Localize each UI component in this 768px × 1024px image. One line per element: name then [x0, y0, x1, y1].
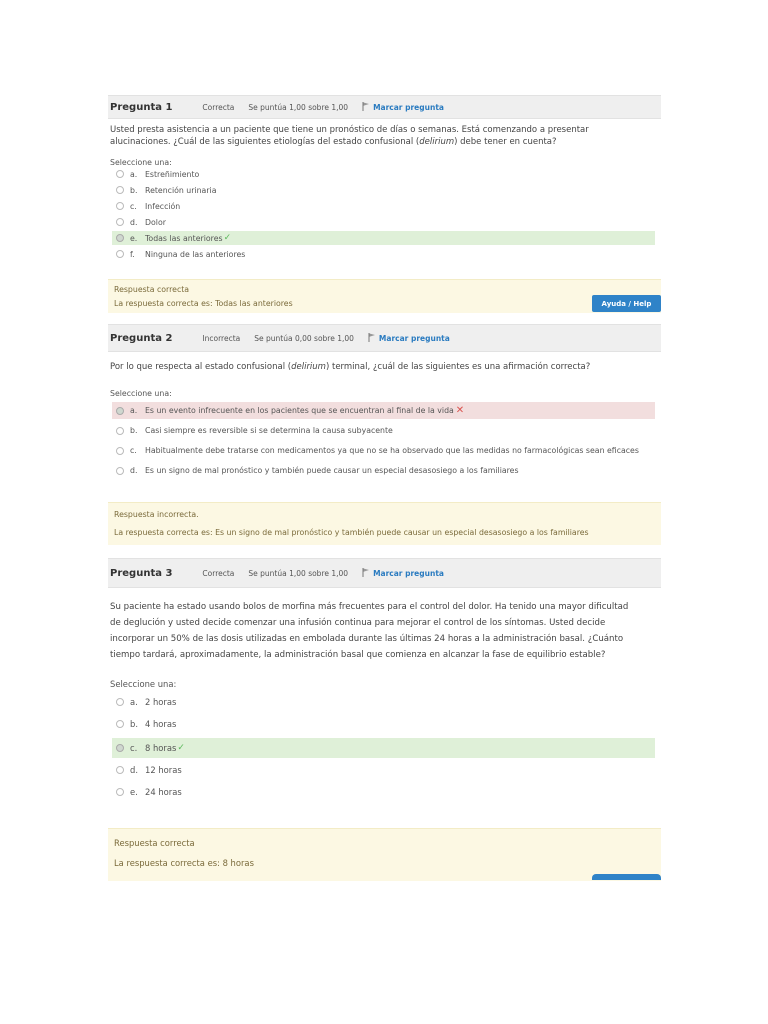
- option-label: Retención urinaria: [145, 185, 217, 195]
- radio-button[interactable]: [116, 186, 124, 194]
- text-emphasis: delirium: [291, 362, 326, 372]
- check-icon: ✓: [223, 233, 232, 243]
- question-grade: Se puntúa 1,00 sobre 1,00: [248, 102, 349, 112]
- question-2-text: [110, 361, 660, 373]
- question-3-header: [108, 558, 661, 588]
- option-letter: d.: [130, 217, 138, 227]
- radio-button[interactable]: [116, 218, 124, 226]
- flag-label: Marcar pregunta: [378, 333, 450, 343]
- feedback-answer: La respuesta correcta es: Todas las anteriores: [114, 299, 293, 308]
- help-button-partial[interactable]: [592, 874, 661, 880]
- question-2-header: [108, 324, 661, 352]
- question-text-line: [110, 136, 660, 148]
- feedback-answer: La respuesta correcta es: 8 horas: [114, 858, 254, 868]
- answer-option-c[interactable]: [112, 738, 655, 758]
- answer-option-d[interactable]: [112, 761, 655, 779]
- radio-button[interactable]: [116, 407, 124, 415]
- feedback-answer: La respuesta correcta es: Es un signo de mal pronóstico y también puede causar un especial desasosiego a los familiares: [114, 528, 589, 537]
- question-2-feedback: [108, 502, 661, 545]
- question-3-feedback: [108, 828, 661, 881]
- option-label: Todas las anteriores: [145, 233, 223, 243]
- radio-button[interactable]: [116, 766, 124, 774]
- question-state: Correcta: [202, 102, 235, 112]
- question-grade: Se puntúa 1,00 sobre 1,00: [248, 568, 349, 578]
- option-label: Infección: [145, 201, 181, 211]
- radio-button[interactable]: [116, 170, 124, 178]
- feedback-title: Respuesta correcta: [114, 285, 190, 294]
- option-letter: a.: [130, 406, 138, 415]
- text-segment: alucinaciones. ¿Cuál de las siguientes etiologías del estado confusional (: [110, 137, 420, 147]
- radio-button[interactable]: [116, 720, 124, 728]
- option-label: Dolor: [145, 217, 166, 227]
- radio-button[interactable]: [116, 467, 124, 475]
- question-text-line: incorporar un 50% de las dosis utilizadas en embolada durante las últimas 24 horas a la administración basal. ¿Cuánto: [110, 634, 624, 644]
- flag-question-button[interactable]: [362, 102, 444, 113]
- answer-option-e[interactable]: [112, 231, 655, 245]
- answer-option-d[interactable]: [112, 462, 655, 479]
- question-3-text: [110, 599, 660, 663]
- question-title: Pregunta 2: [110, 332, 173, 344]
- answer-option-e[interactable]: [112, 783, 655, 801]
- text-segment: ) debe tener en cuenta?: [454, 137, 557, 147]
- answer-option-c[interactable]: [112, 442, 655, 459]
- question-1-feedback: [108, 279, 661, 313]
- flag-label: Marcar pregunta: [373, 102, 444, 112]
- answer-option-b[interactable]: [112, 183, 655, 197]
- check-icon: ✓: [177, 743, 185, 753]
- option-label: 4 horas: [145, 719, 177, 729]
- text-emphasis: delirium: [419, 137, 455, 147]
- radio-button[interactable]: [116, 788, 124, 796]
- question-text-line: tiempo tardará, aproximadamente, la administración basal que comienza en alcanzar la fase de equilibrio estable?: [110, 650, 606, 660]
- text-segment: ) terminal, ¿cuál de las siguientes es una afirmación correcta?: [325, 362, 591, 372]
- question-1-text: [110, 124, 660, 148]
- option-label: Estreñimiento: [145, 169, 200, 179]
- option-label: Es un signo de mal pronóstico y también puede causar un especial desasosiego a los familiares: [145, 466, 519, 475]
- question-state: Correcta: [202, 568, 235, 578]
- option-letter: c.: [130, 743, 138, 753]
- option-label: 2 horas: [145, 697, 177, 707]
- option-label: Es un evento infrecuente en los pacientes que se encuentran al final de la vida: [145, 406, 454, 415]
- option-label: 12 horas: [145, 765, 182, 775]
- answer-option-b[interactable]: [112, 422, 655, 439]
- text-segment: Por lo que respecta al estado confusional (: [110, 362, 292, 372]
- option-letter: a.: [130, 697, 138, 707]
- answer-option-b[interactable]: [112, 715, 655, 733]
- option-letter: c.: [130, 201, 137, 211]
- question-title: Pregunta 1: [110, 101, 173, 113]
- flag-label: Marcar pregunta: [373, 568, 444, 578]
- question-1-header: [108, 95, 661, 119]
- radio-button[interactable]: [116, 234, 124, 242]
- answer-option-a[interactable]: [112, 167, 655, 181]
- radio-button[interactable]: [116, 202, 124, 210]
- answer-option-a[interactable]: [112, 693, 655, 711]
- cross-icon: ✕: [455, 405, 465, 416]
- option-label: Habitualmente debe tratarse con medicamentos ya que no se ha observado que las medidas no farmacológicas sean eficaces: [145, 446, 639, 455]
- radio-button[interactable]: [116, 698, 124, 706]
- option-label: 24 horas: [145, 787, 182, 797]
- option-label: Ninguna de las anteriores: [145, 249, 246, 259]
- flag-icon: [362, 568, 370, 579]
- answer-option-a[interactable]: [112, 402, 655, 419]
- question-text-line: Su paciente ha estado usando bolos de morfina más frecuentes para el control del dolor. Ha tenido una mayor dificultad: [110, 602, 629, 612]
- question-title: Pregunta 3: [110, 567, 173, 579]
- radio-button[interactable]: [116, 250, 124, 258]
- option-letter: b.: [130, 426, 138, 435]
- option-letter: e.: [130, 233, 138, 243]
- select-label: Seleccione una:: [110, 158, 172, 167]
- question-grade: Se puntúa 0,00 sobre 1,00: [254, 333, 354, 343]
- option-letter: f.: [130, 249, 135, 259]
- flag-icon: [362, 102, 370, 113]
- option-letter: d.: [130, 765, 138, 775]
- option-label: Casi siempre es reversible si se determina la causa subyacente: [145, 426, 393, 435]
- option-letter: c.: [130, 446, 137, 455]
- radio-button[interactable]: [116, 427, 124, 435]
- option-letter: b.: [130, 719, 138, 729]
- select-label: Seleccione una:: [110, 679, 177, 689]
- flag-question-button[interactable]: [362, 568, 444, 579]
- option-label: 8 horas: [145, 743, 177, 753]
- option-letter: d.: [130, 466, 138, 475]
- feedback-title: Respuesta correcta: [114, 838, 195, 848]
- answer-option-d[interactable]: [112, 215, 655, 229]
- help-button[interactable]: Ayuda / Help: [592, 295, 661, 312]
- answer-option-f[interactable]: [112, 247, 655, 261]
- radio-button[interactable]: [116, 744, 124, 752]
- question-text-line: de deglución y usted decide comenzar una infusión continua para mejorar el control de los síntomas. Usted decide: [110, 618, 606, 628]
- flag-question-button[interactable]: [368, 333, 450, 344]
- option-letter: a.: [130, 169, 138, 179]
- radio-button[interactable]: [116, 447, 124, 455]
- option-letter: e.: [130, 787, 138, 797]
- option-letter: b.: [130, 185, 138, 195]
- flag-icon: [368, 333, 376, 344]
- question-state: Incorrecta: [202, 333, 241, 343]
- answer-option-c[interactable]: [112, 199, 655, 213]
- select-label: Seleccione una:: [110, 389, 172, 398]
- question-text-line: Usted presta asistencia a un paciente que tiene un pronóstico de días o semanas. Está comenzando a presentar: [110, 125, 589, 135]
- feedback-title: Respuesta incorrecta.: [114, 510, 199, 519]
